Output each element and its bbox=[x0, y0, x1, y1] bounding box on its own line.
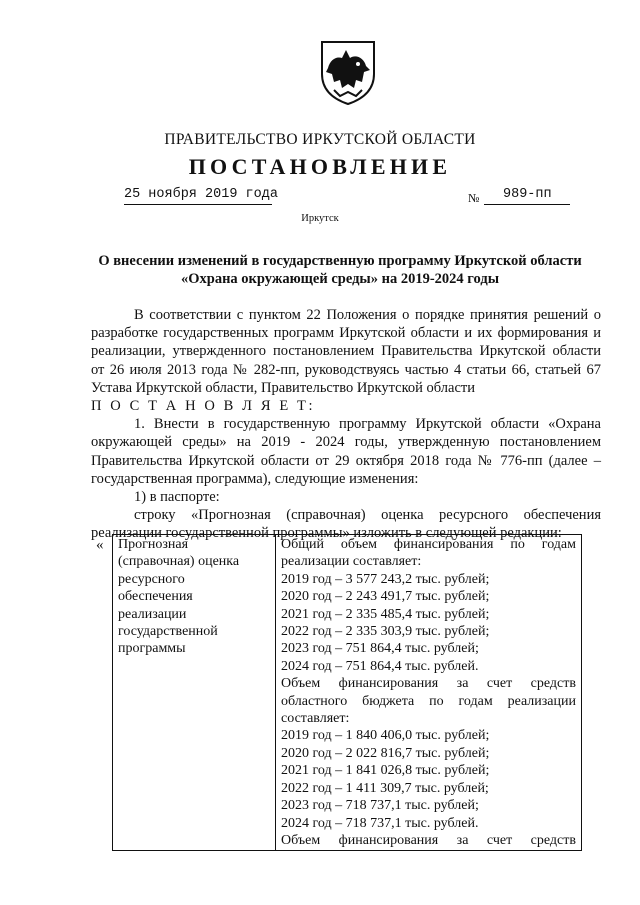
label-line: программы bbox=[118, 641, 186, 657]
label-line: обеспечения bbox=[118, 589, 193, 605]
total-year-line: 2019 год – 3 577 243,2 тыс. рублей; bbox=[281, 571, 490, 587]
number-underline bbox=[484, 204, 570, 205]
row-value-cell bbox=[276, 535, 582, 851]
total-year-line: 2021 год – 2 335 485,4 тыс. рублей; bbox=[281, 606, 490, 622]
document-date: 25 ноября 2019 года bbox=[124, 187, 278, 202]
subitem-1-text: строку «Прогнозная (справочная) оценка ресурсного обеспечения реализации государственной программы» изложить в следующей редакции: bbox=[91, 507, 601, 542]
regional-year-line: 2023 год – 718 737,1 тыс. рублей; bbox=[281, 798, 479, 814]
irkutsk-coat-of-arms-icon bbox=[320, 38, 376, 106]
label-line: реализации bbox=[118, 606, 187, 622]
item-1-paragraph: 1. Внести в государственную программу Иркутской области «Охрана окружающей среды» на 2019 - 2024 годы, утвержденную постановлением Правительства Иркутской области от 29 октября 2018 года № 776-пп (далее – государственная программа), следующие изменения: bbox=[91, 416, 601, 487]
quote-open-mark: « bbox=[96, 537, 104, 553]
regional-year-line: 2019 год – 1 840 406,0 тыс. рублей; bbox=[281, 728, 490, 744]
total-year-line: 2023 год – 751 864,4 тыс. рублей; bbox=[281, 641, 479, 657]
label-line: государственной bbox=[118, 624, 218, 640]
table-row bbox=[113, 535, 582, 851]
government-name: ПРАВИТЕЛЬСТВО ИРКУТСКОЙ ОБЛАСТИ bbox=[164, 131, 476, 148]
passport-table bbox=[112, 534, 582, 851]
total-intro: Общий объем финансирования по годам реализации составляет: bbox=[281, 537, 576, 570]
regional-year-line: 2021 год – 1 841 026,8 тыс. рублей; bbox=[281, 763, 490, 779]
label-line: ресурсного bbox=[118, 571, 185, 587]
total-year-line: 2024 год – 751 864,4 тыс. рублей. bbox=[281, 658, 479, 674]
document-body bbox=[91, 306, 601, 543]
label-line: Прогнозная bbox=[118, 537, 189, 552]
document-title bbox=[80, 252, 600, 288]
regional-year-line: 2024 год – 718 737,1 тыс. рублей. bbox=[281, 815, 479, 831]
row-label-cell bbox=[113, 535, 276, 851]
number-sign: № bbox=[468, 191, 480, 205]
regional-intro: Объем финансирования за счет средств областного бюджета по годам реализации составляет: bbox=[281, 676, 576, 727]
city: Иркутск bbox=[301, 213, 339, 224]
label-line: (справочная) оценка bbox=[118, 554, 240, 570]
total-year-line: 2020 год – 2 243 491,7 тыс. рублей; bbox=[281, 589, 490, 605]
title-line-1: О внесении изменений в государственную программу Иркутской области bbox=[98, 253, 582, 269]
regional-year-line: 2022 год – 1 411 309,7 тыс. рублей; bbox=[281, 780, 489, 796]
document-type: ПОСТАНОВЛЕНИЕ bbox=[188, 154, 452, 179]
intro-paragraph: В соответствии с пунктом 22 Положения о порядке принятия решений о разработке государственных программ Иркутской области и их формирования и реализации, утвержденного постановлением Правительства Иркутской области от 26 июля 2013 года № 282-пп, руководствуясь частью 4 статьи 66, статьей 67 Устава Иркутской области, Правительство Иркутской области bbox=[91, 307, 601, 396]
document-number: 989-пп bbox=[503, 187, 552, 202]
resolves-word: П О С Т А Н О В Л Я Е Т: bbox=[91, 398, 316, 415]
date-underline bbox=[124, 204, 272, 205]
subitem-1: 1) в паспорте: bbox=[134, 489, 220, 506]
title-line-2: «Охрана окружающей среды» на 2019-2024 годы bbox=[180, 271, 500, 287]
total-year-line: 2022 год – 2 335 303,9 тыс. рублей; bbox=[281, 624, 490, 640]
next-intro: Объем финансирования за счет средств bbox=[281, 832, 576, 848]
regional-year-line: 2020 год – 2 022 816,7 тыс. рублей; bbox=[281, 745, 490, 761]
